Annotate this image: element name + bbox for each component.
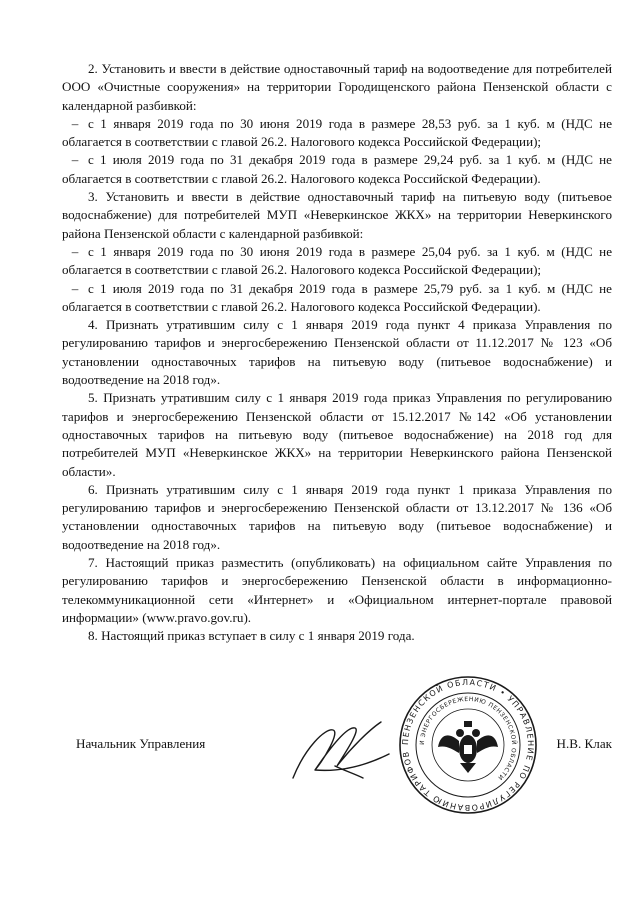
paragraph: 2. Установить и ввести в действие одноставочный тариф на водоотведение для потребителей ООО «Очистные сооружения» на территории Городищенского района Пензенской области с календарной разбивкой: <box>62 61 612 113</box>
dash-marker: – <box>71 243 79 259</box>
svg-text:ПЕНЗЕНСКОЙ ОБЛАСТИ • УПРАВЛЕНИ: ПЕНЗЕНСКОЙ ОБЛАСТИ • УПРАВЛЕНИЕ ПО РЕГУЛИРОВАНИЮ ТАРИФОВ <box>400 677 536 813</box>
dash-marker: – <box>71 280 79 296</box>
list-item-text: с 1 июля 2019 года по 31 декабря 2019 года в размере 29,24 руб. за 1 куб. м (НДС не облагается в соответствии с главой 26.2. Налогового кодекса Российской Федерации). <box>62 152 612 186</box>
list-item-text: с 1 июля 2019 года по 31 декабря 2019 года в размере 25,79 руб. за 1 куб. м (НДС не облагается в соответствии с главой 26.2. Налогового кодекса Российской Федерации). <box>62 280 612 314</box>
document-body <box>62 60 612 646</box>
paragraph: 8. Настоящий приказ вступает в силу с 1 января 2019 года. <box>88 628 415 644</box>
signatory-title: Начальник Управления <box>76 736 206 751</box>
paragraph: 7. Настоящий приказ разместить (опубликовать) на официальном сайте Управления по регулированию тарифов и энергосбережению Пензенской области в информационно-телекоммуникационной сети «Интернет» и «Официальном интернет-портале правовой информации» (www.pravo.gov.ru). <box>62 555 612 625</box>
svg-text:И ЭНЕРГОСБЕРЕЖЕНИЮ ПЕНЗЕНСКОЙ: И ЭНЕРГОСБЕРЕЖЕНИЮ ПЕНЗЕНСКОЙ ОБЛАСТИ <box>418 695 518 782</box>
paragraph: 6. Признать утратившим силу с 1 января 2019 года пункт 1 приказа Управления по регулированию тарифов и энергосбережению Пензенской области от 13.12.2017 № 136 «Об установлении одноставочных тарифов на питьевую воду (питьевое водоснабжение) и водоотведение на 2018 год». <box>62 481 612 552</box>
list-item <box>62 151 612 188</box>
list-item-text: с 1 января 2019 года по 30 июня 2019 года в размере 25,04 руб. за 1 куб. м (НДС не облагается в соответствии с главой 26.2. Налогового кодекса Российской Федерации); <box>62 243 612 278</box>
dash-marker: – <box>71 152 79 168</box>
list-item-text: с 1 января 2019 года по 30 июня 2019 года в размере 28,53 руб. за 1 куб. м (НДС не облагается в соответствии с главой 26.2. Налогового кодекса Российской Федерации); <box>62 115 612 150</box>
paragraph: 3. Установить и ввести в действие одноставочный тариф на питьевую воду (питьевое водоснабжение) для потребителей МУП «Неверкинское ЖКХ» на территории Неверкинского района Пензенской области с календарной разбивкой: <box>62 189 612 241</box>
signatory-name: Н.В. Клак <box>556 736 612 751</box>
paragraph: 5. Признать утратившим силу с 1 января 2019 года приказ Управления по регулированию тарифов и энергосбережению Пензенской области от 15.12.2017 №142 «Об установлении одноставочных тарифов на питьевую воду (питьевое водоснабжение) на 2018 год для потребителей МУП «Неверкинское ЖКХ» на территории Неверкинского района Пензенской области». <box>62 390 612 479</box>
list-item <box>62 243 612 280</box>
list-item <box>62 115 612 152</box>
dash-marker: – <box>71 115 79 131</box>
signature-row <box>62 736 612 756</box>
list-item <box>62 280 612 317</box>
paragraph: 4. Признать утратившим силу с 1 января 2019 года пункт 4 приказа Управления по регулированию тарифов и энергосбережению Пензенской области от 11.12.2017 № 123 «Об установлении одноставочных тарифов на питьевую воду (питьевое водоснабжение) и водоотведение на 2018 год». <box>62 317 612 388</box>
